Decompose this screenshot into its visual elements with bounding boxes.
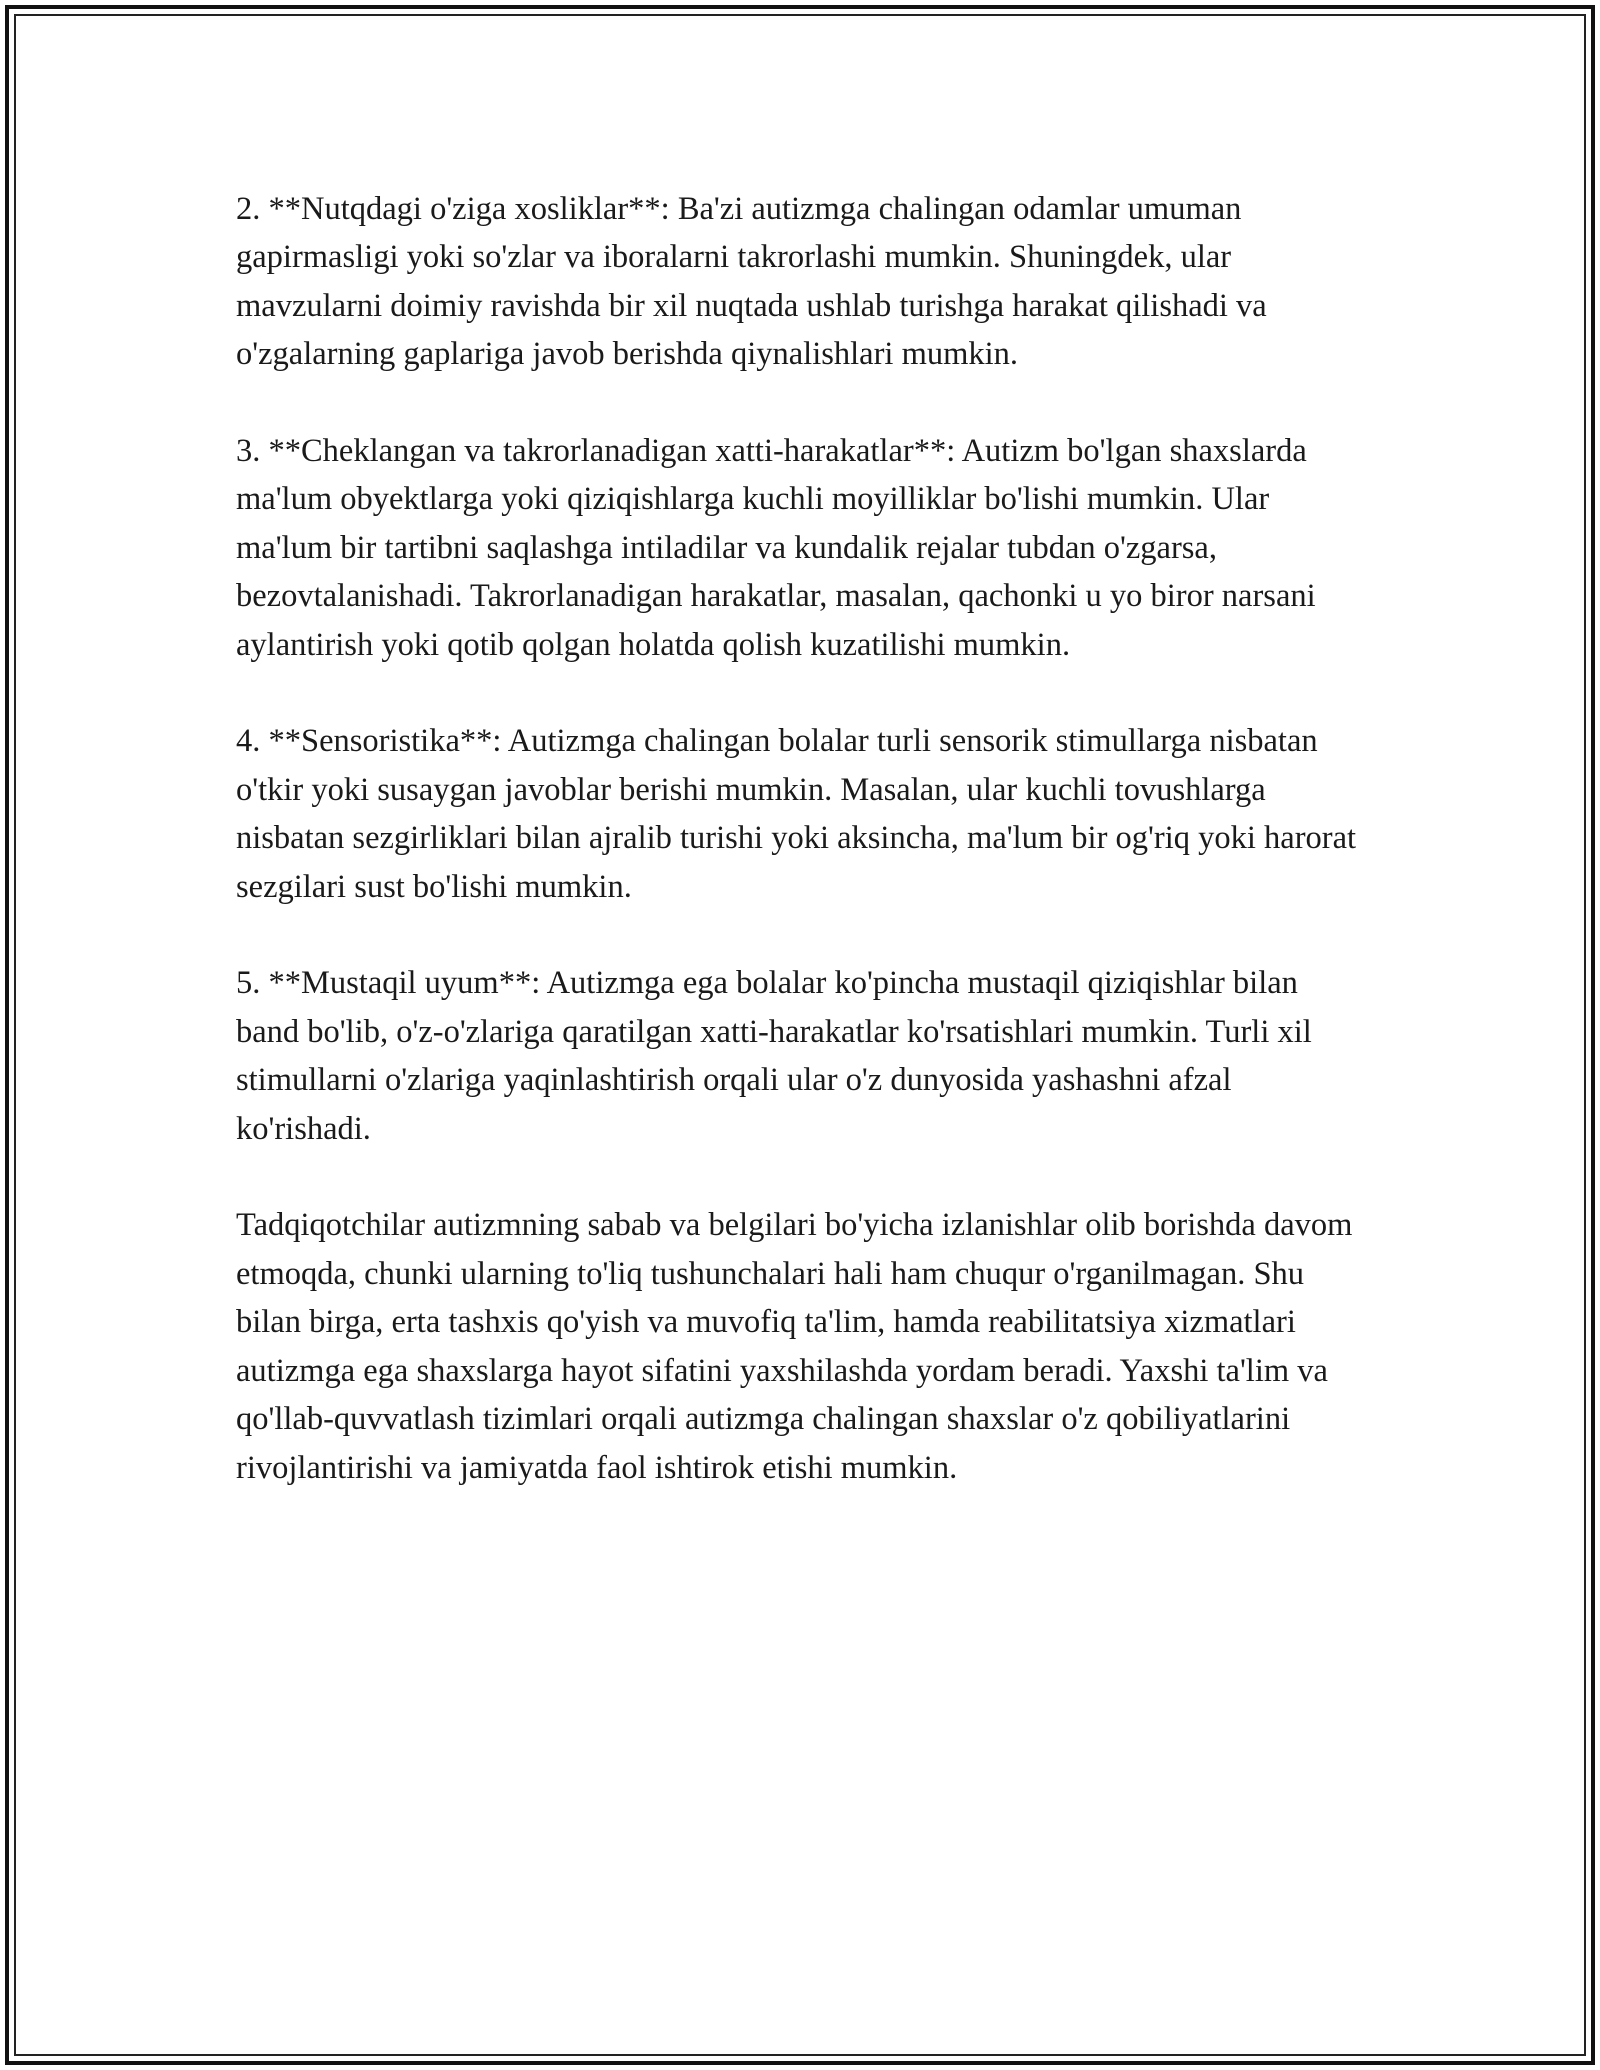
document-body: [236, 185, 1366, 1492]
paragraph-item-2-speech: 2. **Nutqdagi o'ziga xosliklar**: Ba'zi autizmga chalingan odamlar umuman gapirmasligi yoki so'zlar va iboralarni takrorlashi mumkin. Shuningdek, ular mavzularni doimiy ravishda bir xil nuqtada ushlab turishga harakat qilishadi va o'zgalarning gaplariga javob berishda qiynalishlari mumkin.: [236, 191, 1267, 373]
paragraph-conclusion: Tadqiqotchilar autizmning sabab va belgilari bo'yicha izlanishlar olib borishda davom etmoqda, chunki ularning to'liq tushunchalari hali ham chuqur o'rganilmagan. Shu bilan birga, erta tashxis qo'yish va muvofiq ta'lim, hamda reabilitatsiya xizmatlari autizmga ega shaxslarga hayot sifatini yaxshilashda yordam beradi. Yaxshi ta'lim va qo'llab-quvvatlash tizimlari orqali autizmga chalingan shaxslar o'z qobiliyatlarini rivojlantirishi va jamiyatda faol ishtirok etishi mumkin.: [236, 1207, 1353, 1486]
paragraph-item-4-sensory: 4. **Sensoristika**: Autizmga chalingan bolalar turli sensorik stimullarga nisbatan o'tkir yoki susaygan javoblar berishi mumkin. Masalan, ular kuchli tovushlarga nisbatan sezgirliklari bilan ajralib turishi yoki aksincha, ma'lum bir og'riq yoki harorat sezgilari sust bo'lishi mumkin.: [236, 723, 1357, 905]
paragraph-item-5-independent-play: 5. **Mustaqil uyum**: Autizmga ega bolalar ko'pincha mustaqil qiziqishlar bilan band bo'lib, o'z-o'zlariga qaratilgan xatti-harakatlar ko'rsatishlari mumkin. Turli xil stimullarni o'zlariga yaqinlashtirish orqali ular o'z dunyosida yashashni afzal ko'rishadi.: [236, 965, 1312, 1147]
paragraph-item-3-behaviors: 3. **Cheklangan va takrorlanadigan xatti-harakatlar**: Autizm bo'lgan shaxslarda ma'lum obyektlarga yoki qiziqishlarga kuchli moyilliklar bo'lishi mumkin. Ular ma'lum bir tartibni saqlashga intiladilar va kundalik rejalar tubdan o'zgarsa, bezovtalanishadi. Takrorlanadigan harakatlar, masalan, qachonki u yo biror narsani aylantirish yoki qotib qolgan holatda qolish kuzatilishi mumkin.: [236, 433, 1316, 663]
